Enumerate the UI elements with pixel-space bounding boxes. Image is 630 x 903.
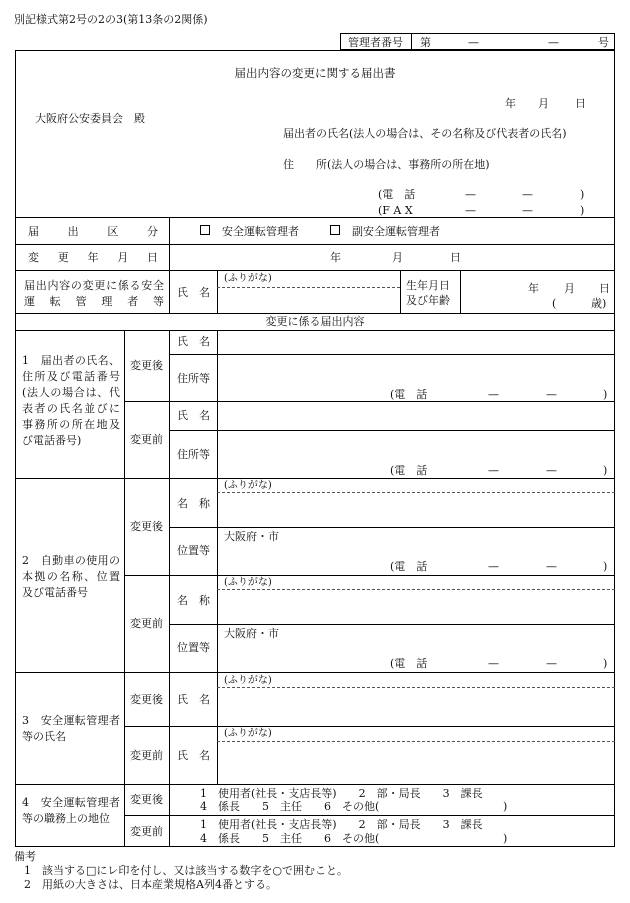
section1-after-name-input[interactable]: [220, 332, 612, 352]
applicant-address-label: 住 所(法人の場合は、事務所の所在地): [283, 158, 490, 171]
other-close: ): [503, 832, 508, 845]
section1-before-tel-label: (電 話: [390, 464, 428, 477]
changed-manager-label: 届出内容の変更に係る安全運転管理者等: [24, 279, 164, 308]
section3-after-label: 変更後: [130, 692, 163, 706]
section2-before-tel-label: (電 話: [390, 657, 428, 670]
furigana-label: (ふりがな): [224, 675, 272, 686]
tel-dash: —: [488, 388, 499, 401]
form-number: 別記様式第2号の2の3(第13条の2関係): [14, 13, 208, 26]
section2-before-osaka-label: 大阪府・市: [224, 627, 279, 640]
section4-before-label: 変更前: [130, 824, 163, 838]
other-close: ): [503, 800, 508, 813]
section1-before-address-label: 住所等: [177, 448, 210, 461]
position-options-after-line1[interactable]: 1 使用者(社長・支店長等) 2 部・局長 3 課長: [200, 787, 483, 800]
manager-number-label: 管理者番号: [348, 36, 403, 49]
tel-dash: —: [488, 464, 499, 477]
section1-before-name-input[interactable]: [220, 403, 612, 428]
notification-type-label: 届 出 区 分: [28, 225, 158, 238]
deputy-safety-manager-option-label: 副安全運転管理者: [352, 225, 440, 238]
section2-before-name-label: 名 称: [177, 594, 210, 607]
birth-year: 年: [528, 282, 539, 295]
section3-before-label: 変更前: [130, 748, 163, 762]
section4-after-label: 変更後: [130, 793, 163, 806]
date-day-label: 日: [575, 97, 586, 110]
section1-after-address-input[interactable]: [220, 356, 612, 384]
section1-after-label: 変更後: [130, 359, 163, 372]
section2-after-location-label: 位置等: [177, 544, 210, 557]
section2-after-osaka-label: 大阪府・市: [224, 530, 279, 543]
date-month-label: 月: [538, 97, 549, 110]
tel-close: ): [603, 464, 608, 477]
age-open-paren: (: [552, 297, 557, 310]
fax-dash: —: [522, 204, 533, 217]
checkbox-deputy-safety-manager[interactable]: [330, 225, 340, 236]
tel-close: ): [603, 560, 608, 573]
section1-after-name-label: 氏 名: [177, 335, 210, 348]
tel-dash: —: [546, 388, 557, 401]
section3-before-name-label: 氏 名: [177, 749, 210, 762]
tel-dash: —: [546, 657, 557, 670]
manager-number-dash: —: [548, 36, 559, 49]
checkbox-icon[interactable]: [200, 225, 210, 235]
section2-after-location-input[interactable]: [220, 544, 612, 558]
addressee: 大阪府公安委員会 殿: [35, 112, 145, 125]
manager-number-go: 号: [598, 36, 609, 49]
section3-after-name-input[interactable]: [220, 690, 612, 724]
section2-after-name-label: 名 称: [177, 497, 210, 510]
date-year-label: 年: [505, 97, 516, 110]
tel-dash: —: [465, 188, 476, 201]
tel-dash: —: [522, 188, 533, 201]
section3-label: 3 安全運転管理者等の氏名: [22, 714, 120, 743]
tel-close: ): [603, 657, 608, 670]
note-1: 1 該当する□にレ印を付し、又は該当する数字を○で囲むこと。: [24, 864, 348, 877]
section3-after-name-label: 氏 名: [177, 693, 210, 706]
section1-before-name-label: 氏 名: [177, 409, 210, 422]
section1-label: 1 届出者の氏名、住所及び電話番号(法人の場合は、代表者の氏名並びに事務所の所在地及び電話番号): [22, 354, 120, 447]
birthdate-age-label: 生年月日及び年齢: [406, 279, 450, 308]
note-2: 2 用紙の大きさは、日本産業規格A列4番とする。: [24, 878, 277, 891]
fax-dash: —: [465, 204, 476, 217]
applicant-fax-label: (F A X: [378, 204, 413, 217]
section1-after-address-label: 住所等: [177, 372, 210, 385]
checkbox-icon[interactable]: [330, 225, 340, 235]
tel-dash: —: [546, 464, 557, 477]
manager-number-dai: 第: [420, 36, 431, 49]
applicant-tel-label: (電 話: [378, 188, 416, 201]
safety-manager-option-label: 安全運転管理者: [222, 225, 299, 238]
change-date-month: 月: [392, 251, 403, 264]
manager-number-dash: —: [468, 36, 479, 49]
section2-before-label: 変更前: [130, 617, 163, 630]
furigana-label: (ふりがな): [224, 480, 272, 491]
section2-after-name-input[interactable]: [220, 494, 612, 525]
age-sai-label: 歳): [591, 297, 607, 310]
notes-title: 備考: [14, 850, 36, 863]
section4-label: 4 安全運転管理者等の職務上の地位: [22, 796, 120, 825]
tel-dash: —: [488, 560, 499, 573]
section1-before-label: 変更前: [130, 433, 163, 446]
page-title: 届出内容の変更に関する届出書: [234, 66, 396, 80]
change-date-day: 日: [450, 251, 461, 264]
birth-day: 日: [599, 282, 610, 295]
checkbox-safety-manager[interactable]: [200, 225, 210, 236]
section2-after-label: 変更後: [130, 520, 163, 533]
applicant-name-label: 届出者の氏名(法人の場合は、その名称及び代表者の氏名): [283, 127, 567, 140]
tel-dash: —: [488, 657, 499, 670]
furigana-label: (ふりがな): [224, 728, 272, 739]
fax-close: ): [580, 204, 585, 217]
contents-header: 変更に係る届出内容: [265, 315, 365, 328]
position-options-after-line2[interactable]: 4 係長 5 主任 6 その他(: [200, 800, 380, 813]
position-options-before-line1[interactable]: 1 使用者(社長・支店長等) 2 部・局長 3 課長: [200, 818, 483, 831]
section1-after-tel-label: (電 話: [390, 388, 428, 401]
furigana-label: (ふりがな): [224, 273, 272, 284]
tel-close: ): [603, 388, 608, 401]
change-date-label: 変 更 年 月 日: [28, 251, 158, 264]
section1-before-address-input[interactable]: [220, 432, 612, 460]
change-date-input[interactable]: [175, 246, 610, 268]
change-date-year: 年: [330, 251, 341, 264]
section2-after-tel-label: (電 話: [390, 560, 428, 573]
section2-label: 2 自動車の使用の本拠の名称、位置及び電話番号: [22, 554, 120, 599]
manager-name-input[interactable]: [220, 290, 398, 311]
furigana-label: (ふりがな): [224, 577, 272, 588]
manager-number-input[interactable]: [430, 34, 595, 49]
section2-before-name-input[interactable]: [220, 591, 612, 622]
section2-before-location-input[interactable]: [220, 641, 612, 655]
section3-before-name-input[interactable]: [220, 744, 612, 782]
position-options-before-line2[interactable]: 4 係長 5 主任 6 その他(: [200, 832, 380, 845]
tel-close: ): [580, 188, 585, 201]
person-name-label: 氏 名: [177, 286, 210, 299]
birth-month: 月: [564, 282, 575, 295]
tel-dash: —: [546, 560, 557, 573]
section2-before-location-label: 位置等: [177, 641, 210, 654]
